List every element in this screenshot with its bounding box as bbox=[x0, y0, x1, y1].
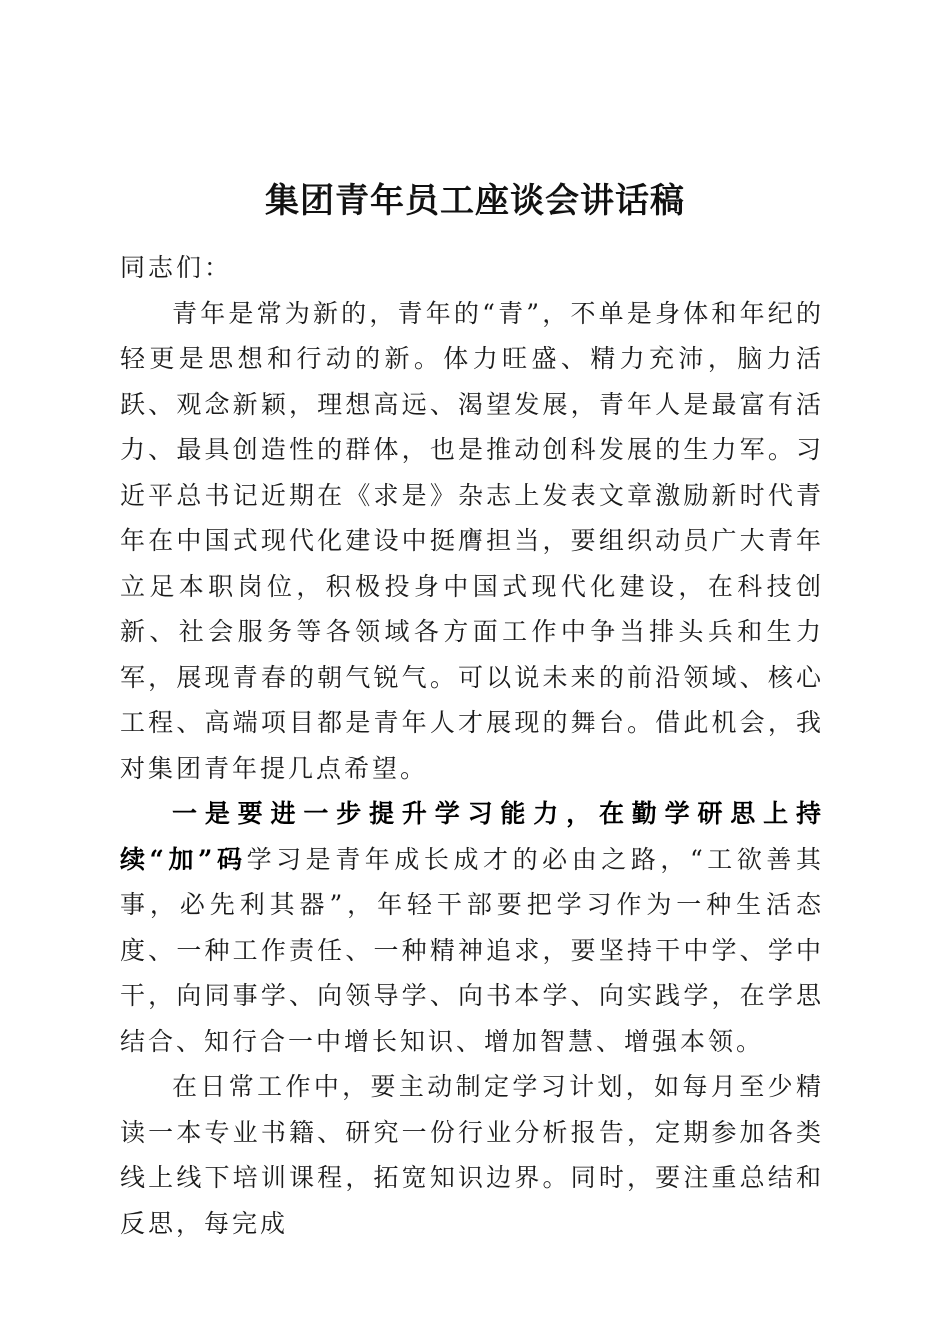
salutation: 同志们： bbox=[120, 253, 233, 282]
paragraph-study bbox=[120, 791, 824, 1064]
document-title: 集团青年员工座谈会讲话稿 bbox=[265, 181, 685, 221]
paragraph-study-text: 学习是青年成长成才的必由之路，“工欲善其事，必先利其器”，年轻干部要把学习作为一种生活态度、一种工作责任、一种精神追求，要坚持干中学、学中干，向同事学、向领导学、向书本学、向实践学，在学思结合、知行合一中增长知识、增加智慧、增强本领。 bbox=[120, 844, 824, 1056]
paragraph-daily-work: 在日常工作中，要主动制定学习计划，如每月至少精读一本专业书籍、研究一份行业分析报告，定期参加各类线上线下培训课程，拓宽知识边界。同时，要注重总结和反思，每完成 bbox=[120, 1072, 824, 1238]
document-body bbox=[120, 245, 824, 1246]
paragraph-intro: 青年是常为新的，青年的“青”，不单是身体和年纪的轻更是思想和行动的新。体力旺盛、精力充沛，脑力活跃、观念新颖，理想高远、渴望发展，青年人是最富有活力、最具创造性的群体，也是推动创科发展的生力军。习近平总书记近期在《求是》杂志上发表文章激励新时代青年在中国式现代化建设中挺膺担当，要组织动员广大青年立足本职岗位，积极投身中国式现代化建设，在科技创新、社会服务等各领域各方面工作中争当排头兵和生力军，展现青春的朝气锐气。可以说未来的前沿领域、核心工程、高端项目都是青年人才展现的舞台。借此机会，我对集团青年提几点希望。 bbox=[120, 298, 824, 783]
paragraph-heading-study: 一是要进一步提升学习能力，在勤学研思上持续“加”码 bbox=[120, 799, 824, 874]
